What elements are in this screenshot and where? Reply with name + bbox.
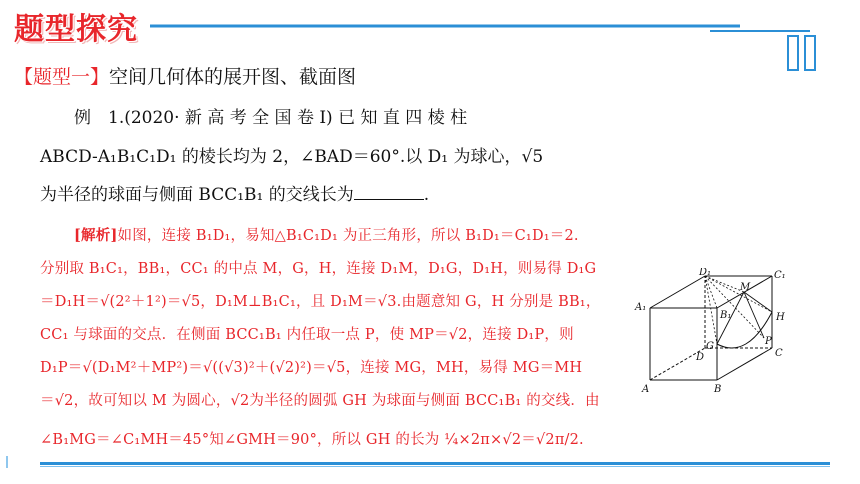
- section-bracket: 【题型一】: [14, 66, 110, 88]
- question-line-3-text: 为半径的球面与侧面 BCC₁B₁ 的交线长为: [40, 185, 354, 205]
- footer-bar-thin: [40, 466, 830, 467]
- label-c1: C₁: [774, 270, 786, 281]
- label-d: D: [696, 352, 705, 363]
- question-line-2: ABCD-A₁B₁C₁D₁ 的棱长均为 2，∠BAD＝60°.以 D₁ 为球心，√5: [40, 147, 544, 167]
- prism-figure: [632, 268, 812, 398]
- answer-line-2: 分别取 B₁C₁，BB₁，CC₁ 的中点 M，G，H，连接 D₁M，D₁G，D₁H，则易得 D₁G: [40, 261, 597, 277]
- answer-line-3: ＝D₁H＝√(2²＋1²)＝√5，D₁M⊥B₁C₁，且 D₁M＝√3.由题意知 G，H 分别是 BB₁，: [40, 294, 601, 310]
- question-line-3: [40, 180, 429, 205]
- section-title: [14, 62, 356, 89]
- label-b: B: [714, 384, 722, 395]
- answer-line-7: ∠B₁MG＝∠C₁MH＝45°知∠GMH＝90°，所以 GH 的长为 ¼×2π×√2＝√2π/2.: [40, 432, 584, 448]
- answer-line-1: [74, 224, 579, 245]
- answer-tag: [解析]: [74, 227, 118, 244]
- label-h: H: [776, 312, 785, 323]
- answer-blank: [354, 185, 424, 200]
- label-m: M: [740, 282, 751, 293]
- section-title-text: 空间几何体的展开图、截面图: [109, 66, 357, 88]
- answer-line-1-text: 如图，连接 B₁D₁，易知△B₁C₁D₁ 为正三角形，所以 B₁D₁＝C₁D₁＝2.: [117, 228, 579, 244]
- label-g: G: [706, 341, 714, 352]
- question-line-1: 例 1.(2020· 新 高 考 全 国 卷 Ⅰ) 已 知 直 四 棱 柱: [74, 108, 468, 128]
- label-c: C: [775, 348, 783, 359]
- label-a: A: [642, 384, 650, 395]
- label-d1: D₁: [699, 268, 712, 278]
- answer-line-6: ＝√2，故可知以 M 为圆心，√2为半径的圆弧 GH 为球面与侧面 BCC₁B₁ 的交线．由: [40, 393, 600, 409]
- footer-bar: [40, 462, 830, 465]
- question-line-3-end: .: [423, 185, 430, 205]
- footer-corner-mark: [6, 456, 38, 468]
- answer-line-4: CC₁ 与球面的交点．在侧面 BCC₁B₁ 内任取一点 P，使 MP＝√2，连接 D₁P，则: [40, 327, 574, 343]
- label-p: P: [765, 336, 772, 347]
- label-b1: B₁: [720, 310, 732, 321]
- answer-line-5: D₁P＝√(D₁M²＋MP²)＝√((√3)²＋(√2)²)＝√5，连接 MG，MH，易得 MG＝MH: [40, 360, 583, 376]
- label-a1: A₁: [635, 302, 647, 313]
- header-title: 题型探究: [14, 12, 138, 47]
